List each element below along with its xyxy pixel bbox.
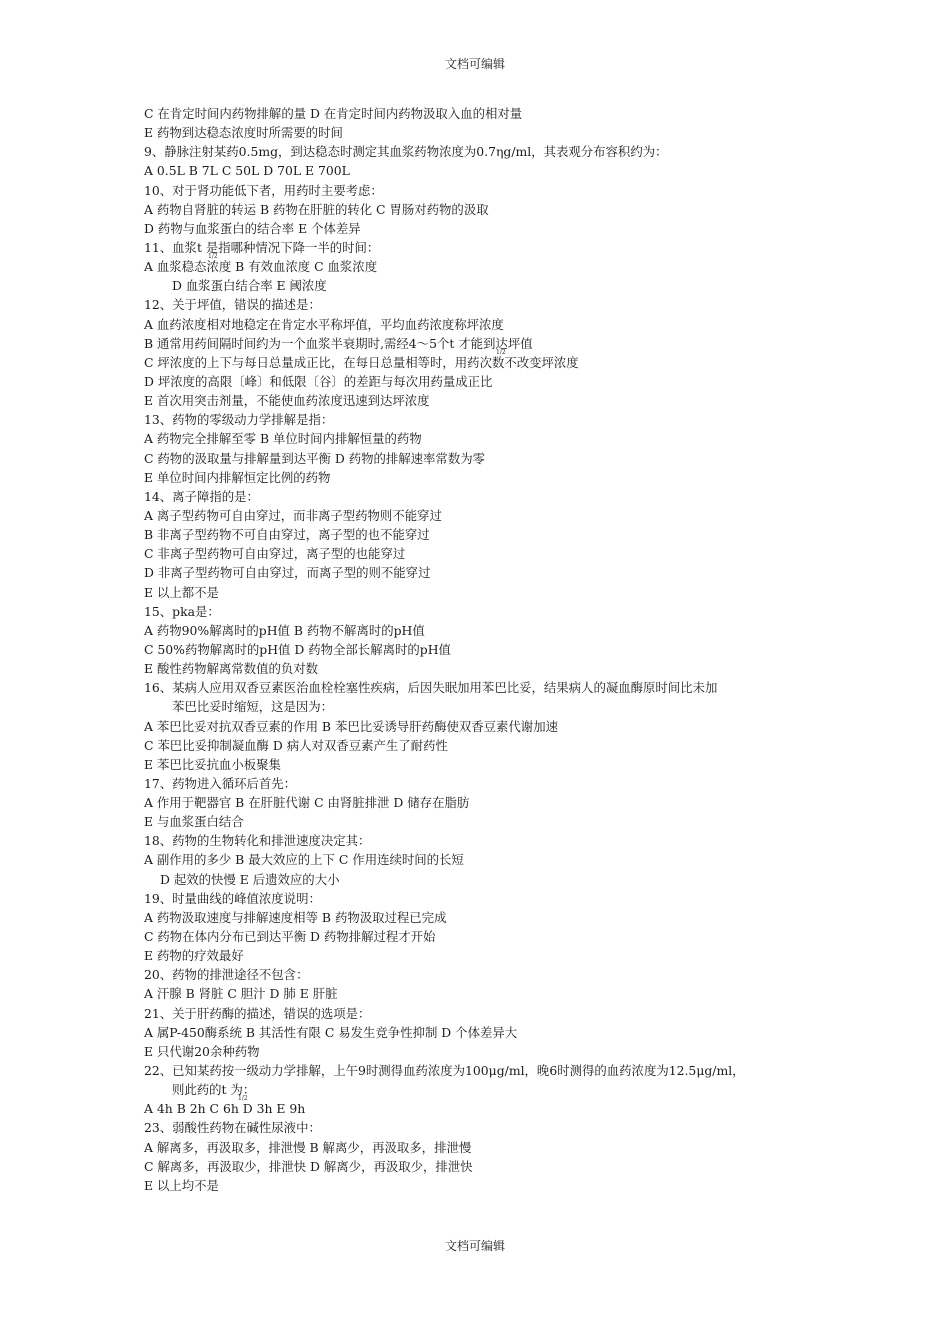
line-text: C 解离多，再汲取少，排泄快 D 解离少，再汲取少，排泄快 — [144, 1158, 473, 1174]
line-text: 15、pka是： — [144, 603, 220, 619]
text-line — [144, 697, 824, 716]
line-text: B 非离子型药物不可自由穿过，离子型的也不能穿过 — [144, 527, 430, 543]
text-line — [144, 583, 824, 602]
line-text: 23、弱酸性药物在碱性尿液中： — [144, 1120, 321, 1136]
line-text: 16、某病人应用双香豆素医治血栓栓塞性疾病，后因失眠加用苯巴比妥，结果病人的凝血酶原时间比未加 — [144, 680, 718, 696]
page-footer: 文档可编辑 — [444, 1239, 505, 1253]
text-line — [144, 1176, 824, 1195]
text-line — [144, 372, 824, 391]
text-line — [144, 812, 824, 831]
text-line — [144, 831, 824, 850]
text-line — [144, 1042, 824, 1061]
line-text: E 苯巴比妥抗血小板聚集 — [144, 756, 281, 772]
line-text: E 首次用突击剂量，不能使血药浓度迅速到达坪浓度 — [144, 393, 430, 409]
text-line — [144, 276, 824, 295]
text-line — [144, 659, 824, 678]
line-text: E 与血浆蛋白结合 — [144, 814, 244, 830]
line-text: C 药物在体内分布已到达平衡 D 药物排解过程才开始 — [144, 929, 436, 945]
line-text: D 非离子型药物可自由穿过，而离子型的则不能穿过 — [144, 565, 431, 581]
line-text: E 以上均不是 — [144, 1177, 219, 1193]
text-line — [144, 200, 824, 219]
line-text: E 以上都不是 — [144, 584, 219, 600]
text-line — [144, 429, 824, 448]
line-text: A 作用于靶器官 B 在肝脏代谢 C 由肾脏排泄 D 储存在脂肪 — [144, 795, 470, 811]
text-line — [144, 870, 824, 889]
line-text: 13、药物的零级动力学排解是指： — [144, 412, 334, 428]
line-text: E 酸性药物解离常数值的负对数 — [144, 661, 319, 677]
line-text: C 在肯定时间内药物排解的量 D 在肯定时间内药物汲取入血的相对量 — [144, 106, 523, 121]
text-line — [144, 348, 824, 372]
text-line — [144, 142, 824, 161]
text-line — [144, 295, 824, 314]
line-text: E 单位时间内排解恒定比例的药物 — [144, 469, 331, 485]
text-line — [144, 736, 824, 755]
line-text: A 血浆稳态浓度 B 有效血浓度 C 血浆浓度 — [144, 259, 378, 275]
subscript-fraction: 1/2 — [238, 1095, 248, 1103]
line-text: 11、血浆t 是指哪种情况下降一半的时间： — [144, 239, 380, 255]
text-line — [144, 1118, 824, 1137]
line-text: D 药物与血浆蛋白的结合率 E 个体差异 — [144, 220, 361, 236]
text-line — [144, 678, 824, 697]
line-text: D 坪浓度的高限〔峰〕和低限〔谷〕的差距与每次用药量成正比 — [144, 373, 493, 389]
line-text: A 血药浓度相对地稳定在肯定水平称坪值，平均血药浓度称坪浓度 — [144, 316, 504, 332]
line-text: D 血浆蛋白结合率 E 阈浓度 — [172, 278, 327, 294]
text-line — [144, 774, 824, 793]
text-line — [144, 1004, 824, 1023]
text-line — [144, 410, 824, 429]
text-line — [144, 793, 824, 812]
text-line — [144, 1061, 824, 1080]
line-text: A 副作用的多少 B 最大效应的上下 C 作用连续时间的长短 — [144, 852, 464, 868]
text-line — [144, 525, 824, 544]
line-text: 18、药物的生物转化和排泄速度决定其： — [144, 833, 371, 849]
line-text: C 非离子型药物可自由穿过，离子型的也能穿过 — [144, 546, 406, 562]
subscript-fraction: 1/2 — [208, 253, 218, 261]
line-text: 19、时量曲线的峰值浓度说明： — [144, 890, 321, 906]
text-line — [144, 621, 824, 640]
line-text: 苯巴比妥时缩短，这是因为： — [172, 699, 334, 715]
document-body — [144, 104, 824, 1195]
line-text: E 只代谢20余种药物 — [144, 1043, 260, 1059]
text-line — [144, 850, 824, 869]
line-text: A 0.5L B 7L C 50L D 70L E 700L — [144, 163, 350, 179]
text-line — [144, 889, 824, 908]
line-text: C 药物的汲取量与排解量到达平衡 D 药物的排解速率常数为零 — [144, 450, 485, 466]
line-text: E 药物的疗效最好 — [144, 948, 244, 964]
text-line — [144, 468, 824, 487]
line-text: A 离子型药物可自由穿过，而非离子型药物则不能穿过 — [144, 507, 442, 523]
line-text: A 药物自肾脏的转运 B 药物在肝脏的转化 C 胃肠对药物的汲取 — [144, 201, 489, 217]
text-line — [144, 315, 824, 334]
text-line — [144, 927, 824, 946]
line-text: 20、药物的排泄途径不包含： — [144, 967, 309, 983]
line-text: A 4h B 2h C 6h D 3h E 9h — [144, 1101, 306, 1117]
text-line — [144, 602, 824, 621]
subscript-fraction: 1/2 — [496, 348, 506, 356]
text-line — [144, 104, 824, 123]
text-line — [144, 965, 824, 984]
text-line — [144, 908, 824, 927]
line-text: C 坪浓度的上下与每日总量成正比，在每日总量相等时，用药次数不改变坪浓度 — [144, 354, 579, 370]
text-line — [144, 1023, 824, 1042]
line-text: 10、对于肾功能低下者，用药时主要考虑： — [144, 182, 383, 198]
text-line — [144, 717, 824, 736]
line-text: C 苯巴比妥抑制凝血酶 D 病人对双香豆素产生了耐药性 — [144, 737, 448, 753]
text-line — [144, 161, 824, 180]
line-text: A 汗腺 B 肾脏 C 胆汁 D 肺 E 肝脏 — [144, 986, 338, 1002]
line-text: 9、静脉注射某药0.5mg，到达稳态时测定其血浆药物浓度为0.7ηg/ml，其表观分布容积约为： — [144, 144, 668, 160]
text-line — [144, 253, 824, 276]
page-header: 文档可编辑 — [444, 57, 505, 71]
line-text: A 属P-450酶系统 B 其活性有限 C 易发生竞争性抑制 D 个体差异大 — [144, 1024, 518, 1040]
line-text: 12、关于坪值，错误的描述是： — [144, 297, 321, 313]
line-text: A 药物90%解离时的pH值 B 药物不解离时的pH值 — [144, 622, 425, 638]
text-line — [144, 563, 824, 582]
text-line — [144, 946, 824, 965]
line-text: 14、离子障指的是： — [144, 488, 259, 504]
text-line — [144, 123, 824, 142]
line-text: 则此药的t 为： — [172, 1082, 256, 1098]
text-line — [144, 449, 824, 468]
text-line — [144, 1138, 824, 1157]
text-line — [144, 1095, 824, 1118]
text-line — [144, 391, 824, 410]
text-line — [144, 219, 824, 238]
text-line — [144, 544, 824, 563]
line-text: 17、药物进入循环后首先： — [144, 775, 297, 791]
line-text: A 解离多，再汲取多，排泄慢 B 解离少，再汲取多，排泄慢 — [144, 1139, 472, 1155]
line-text: D 起效的快慢 E 后遗效应的大小 — [160, 871, 340, 887]
line-text: 21、关于肝药酶的描述，错误的选项是： — [144, 1005, 371, 1021]
line-text: E 药物到达稳态浓度时所需要的时间 — [144, 125, 343, 141]
text-line — [144, 334, 824, 353]
text-line — [144, 640, 824, 659]
text-line — [144, 238, 824, 257]
text-line — [144, 984, 824, 1003]
line-text: C 50%药物解离时的pH值 D 药物全部长解离时的pH值 — [144, 641, 451, 657]
text-line — [144, 1157, 824, 1176]
line-text: A 药物完全排解至零 B 单位时间内排解恒量的药物 — [144, 431, 422, 447]
line-text: 22、已知某药按一级动力学排解，上午9时测得血药浓度为100μg/ml，晚6时测得的血药浓度为12.5μg/ml， — [144, 1063, 745, 1079]
line-text: A 苯巴比妥对抗双香豆素的作用 B 苯巴比妥诱导肝药酶使双香豆素代谢加速 — [144, 718, 558, 734]
line-text: A 药物汲取速度与排解速度相等 B 药物汲取过程已完成 — [144, 909, 447, 925]
text-line — [144, 755, 824, 774]
text-line — [144, 506, 824, 525]
text-line — [144, 487, 824, 506]
text-line — [144, 181, 824, 200]
line-text: B 通常用药间隔时间约为一个血浆半衰期时,需经4～5个t 才能到达坪值 — [144, 335, 533, 351]
